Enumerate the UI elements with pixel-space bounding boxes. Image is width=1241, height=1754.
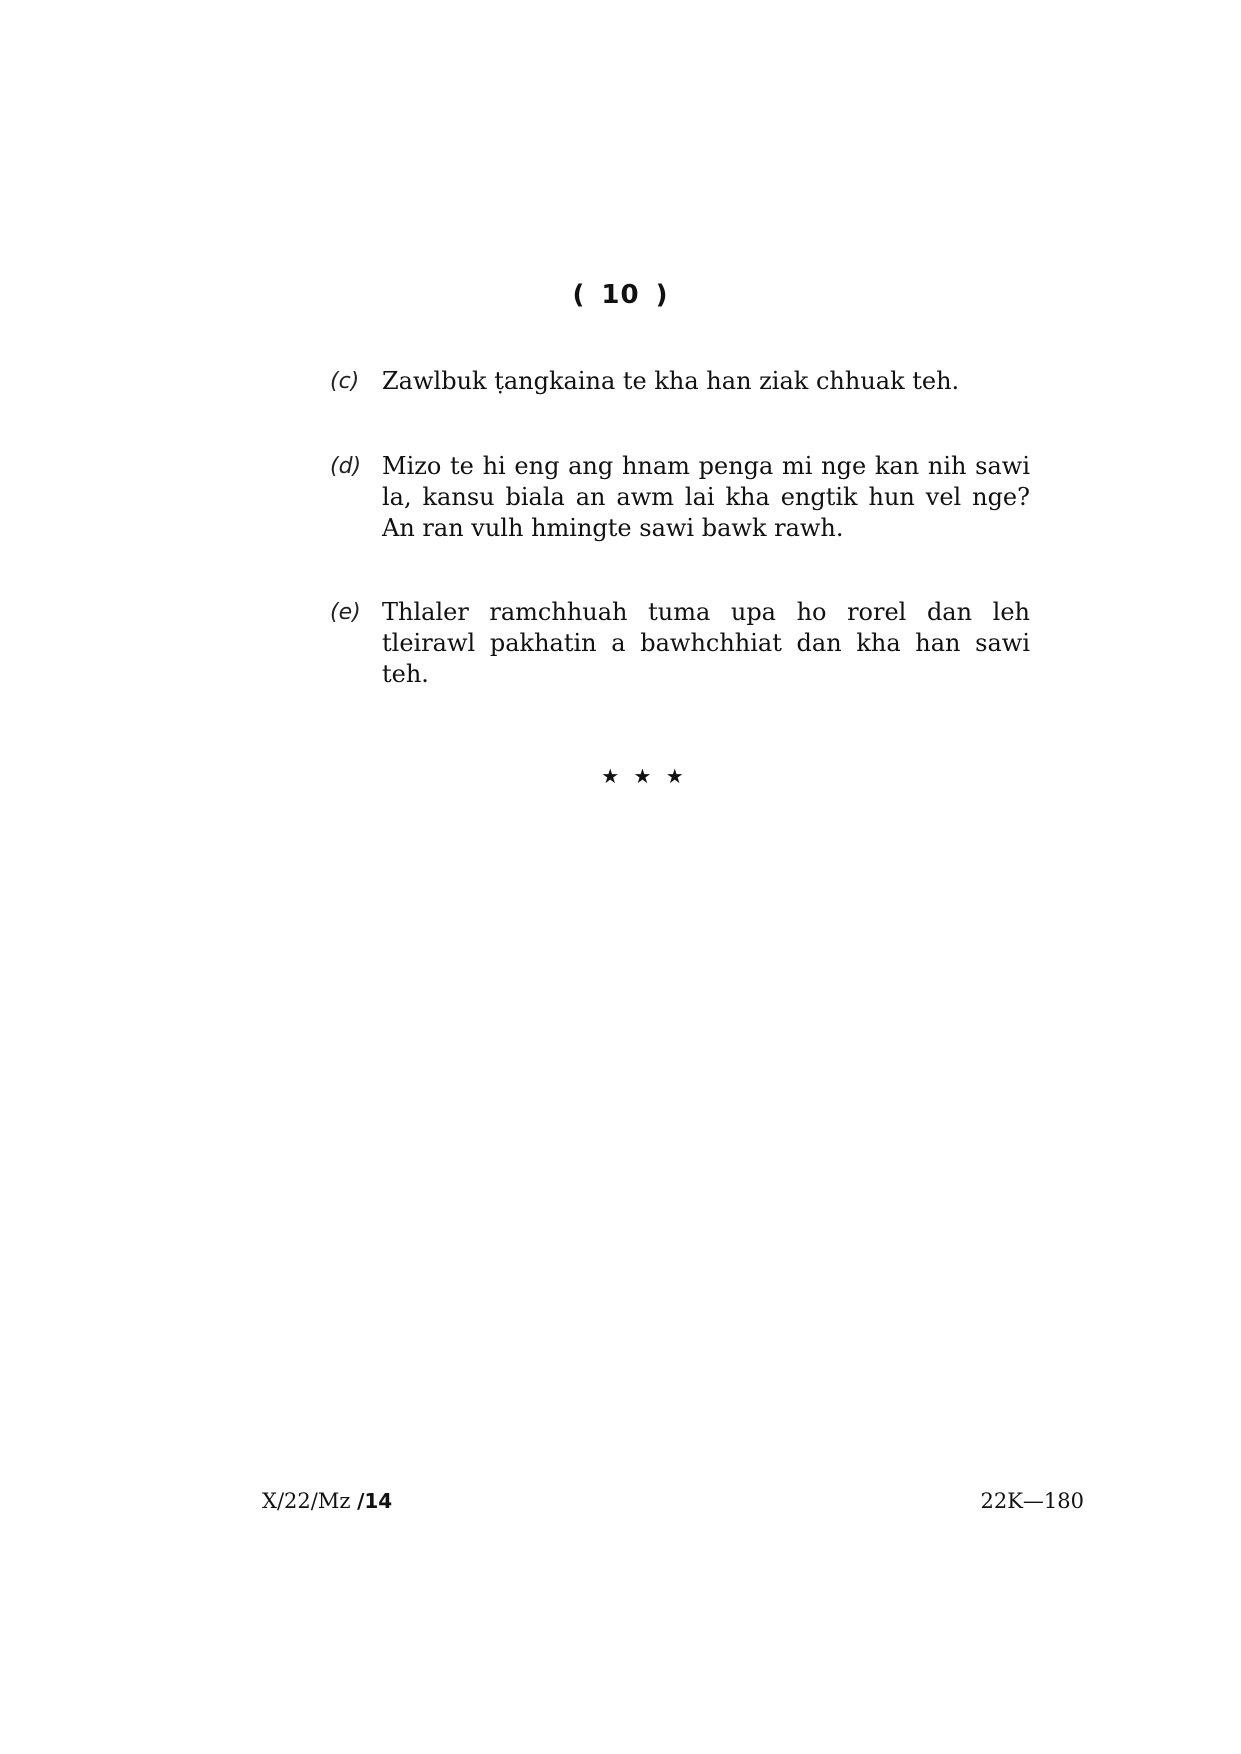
paper-code-prefix: X/22/Mz (262, 1489, 358, 1513)
question-text: Zawlbuk ṭangkaina te kha han ziak chhuak teh. (382, 367, 960, 395)
question-label: (d) (330, 454, 362, 479)
question-label: (e) (330, 600, 361, 625)
paper-code-number: /14 (357, 1489, 393, 1513)
end-of-paper-marks: ★ ★ ★ (601, 764, 688, 788)
page-number: ( 10 ) (572, 280, 669, 310)
print-code: 22K—180 (980, 1489, 1084, 1513)
paper-code (262, 1489, 392, 1513)
question-text: Thlaler ramchhuah tuma upa ho rorel dan leh tleirawl pakhatin a bawhchhiat dan kha han sawi teh. (382, 598, 1030, 688)
question-text: Mizo te hi eng ang hnam penga mi nge kan nih sawi la, kansu biala an awm lai kha engtik hun vel nge? An ran vulh hmingte sawi bawk rawh. (382, 452, 1030, 542)
question-label: (c) (330, 369, 360, 394)
